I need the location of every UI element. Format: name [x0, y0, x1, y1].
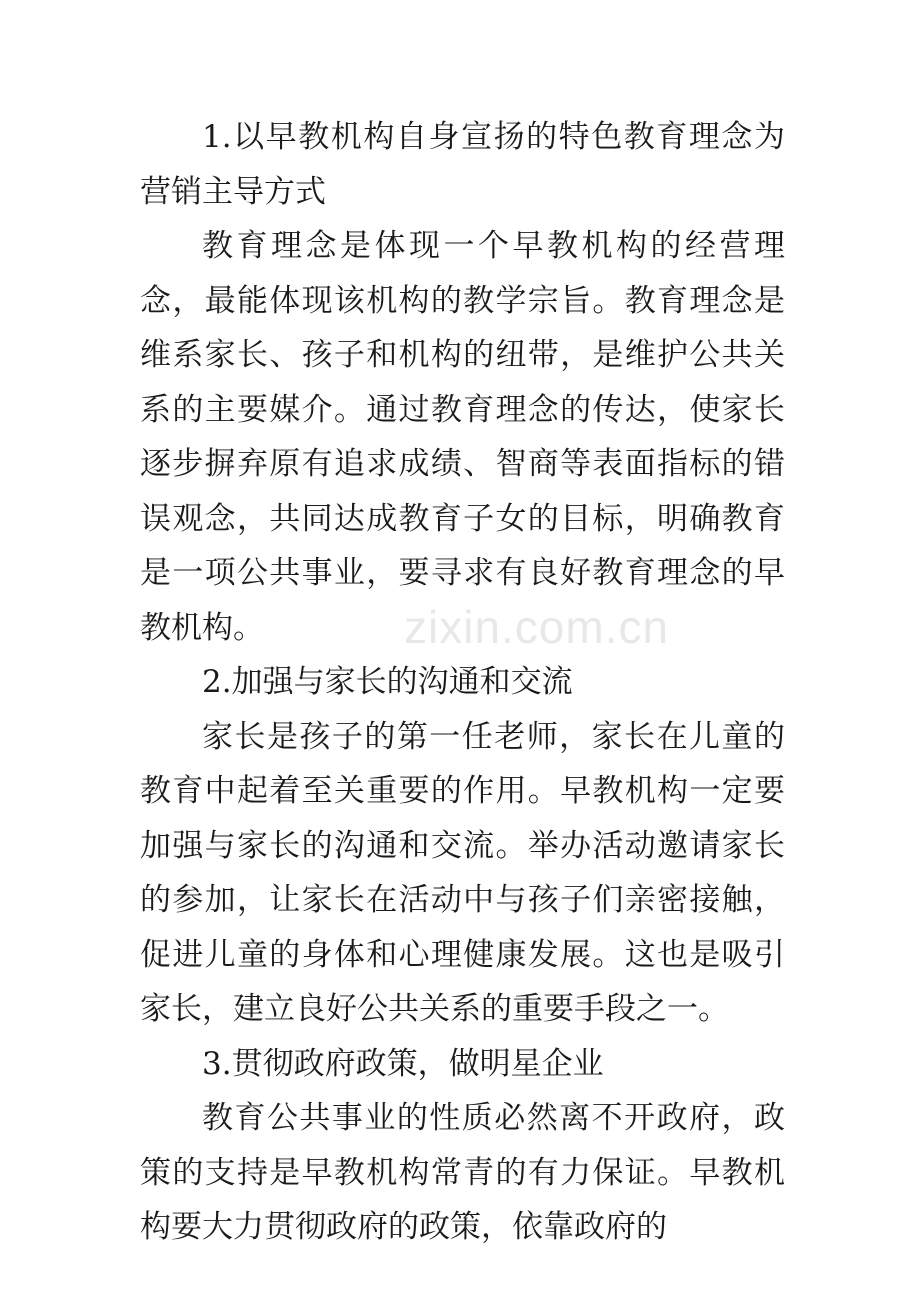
body-paragraph-1: 教育理念是体现一个早教机构的经营理念，最能体现该机构的教学宗旨。教育理念是维系家长、孩子和机构的纽带，是维护公共关系的主要媒介。通过教育理念的传达，使家长逐步摒弃原有追求成绩、智商等表面指标的错误观念，共同达成教育子女的目标，明确教育是一项公共事业，要寻求有良好教育理念的早教机构。: [140, 228, 785, 646]
watermark: zixin.com.cn: [404, 601, 670, 653]
document-body: [140, 110, 785, 1255]
section-heading-2: 2.加强与家长的沟通和交流: [202, 664, 573, 700]
body-paragraph-2: 家长是孩子的第一任老师，家长在儿童的教育中起着至关重要的作用。早教机构一定要加强与家长的沟通和交流。举办活动邀请家长的参加，让家长在活动中与孩子们亲密接触，促进儿童的身体和心理健康发展。这也是吸引家长，建立良好公共关系的重要手段之一。: [140, 718, 785, 1027]
body-paragraph-3: 教育公共事业的性质必然离不开政府，政策的支持是早教机构常青的有力保证。早教机构要大力贯彻政府的政策，依靠政府的: [140, 1100, 785, 1245]
section-heading-1: 1.以早教机构自身宣扬的特色教育理念为营销主导方式: [140, 119, 785, 210]
section-heading-3: 3.贯彻政府政策，做明星企业: [202, 1045, 604, 1082]
